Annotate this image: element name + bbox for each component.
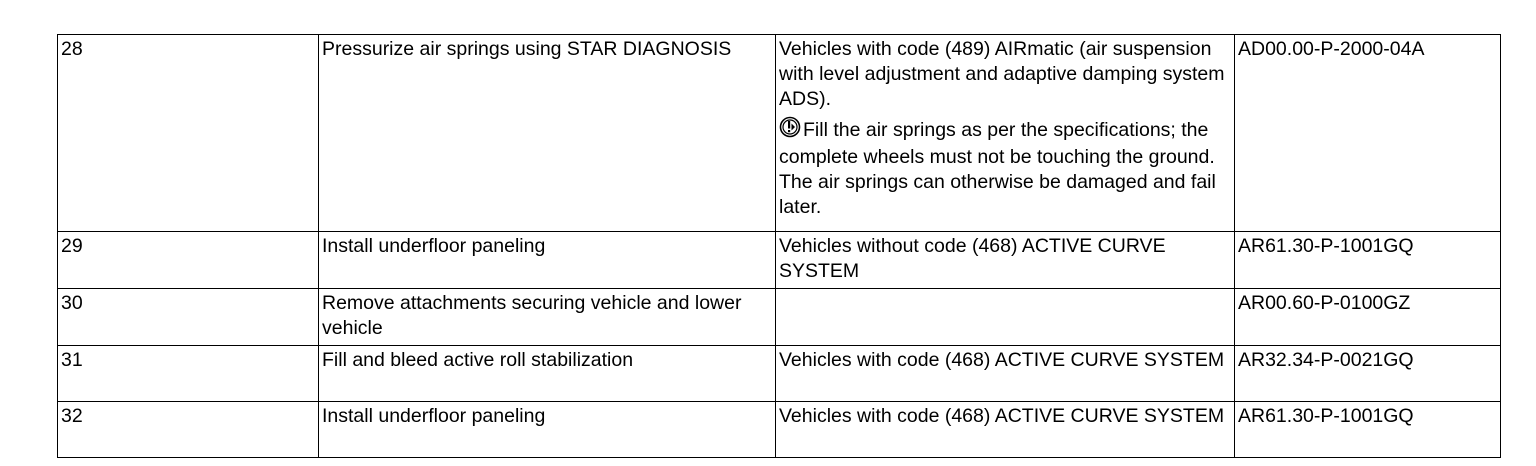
operation-text: Install underfloor paneling — [319, 402, 776, 458]
condition-text — [776, 289, 1235, 346]
work-steps-table — [57, 34, 1501, 458]
step-number: 31 — [58, 346, 319, 402]
step-number: 32 — [58, 402, 319, 458]
document-reference: AD00.00-P-2000-04A — [1235, 35, 1501, 232]
operation-text: Fill and bleed active roll stabilization — [319, 346, 776, 402]
document-reference: AR61.30-P-1001GQ — [1235, 402, 1501, 458]
condition-text: Vehicles without code (468) ACTIVE CURVE SYSTEM — [776, 232, 1235, 289]
note-text: Fill the air springs as per the specifications; the complete wheels must not be touching the ground. The air springs can otherwise be damaged and fail later. — [779, 119, 1216, 218]
document-reference: AR32.34-P-0021GQ — [1235, 346, 1501, 402]
table-row — [58, 35, 1501, 232]
table-row — [58, 346, 1501, 402]
operation-text: Install underfloor paneling — [319, 232, 776, 289]
document-reference: AR00.60-P-0100GZ — [1235, 289, 1501, 346]
step-number: 30 — [58, 289, 319, 346]
operation-text: Pressurize air springs using STAR DIAGNOSIS — [319, 35, 776, 232]
note-hint-icon — [779, 116, 801, 145]
table-row — [58, 402, 1501, 458]
step-number: 29 — [58, 232, 319, 289]
condition-text: Vehicles with code (468) ACTIVE CURVE SYSTEM — [776, 346, 1235, 402]
condition-text: Vehicles with code (468) ACTIVE CURVE SYSTEM — [776, 402, 1235, 458]
condition-text: Vehicles with code (489) AIRmatic (air suspension with level adjustment and adaptive damping system ADS). — [779, 38, 1225, 110]
operation-text: Remove attachments securing vehicle and lower vehicle — [319, 289, 776, 346]
step-number: 28 — [58, 35, 319, 232]
table-row — [58, 289, 1501, 346]
condition-cell — [776, 35, 1235, 232]
note-line — [779, 116, 1231, 220]
table-row — [58, 232, 1501, 289]
document-reference: AR61.30-P-1001GQ — [1235, 232, 1501, 289]
